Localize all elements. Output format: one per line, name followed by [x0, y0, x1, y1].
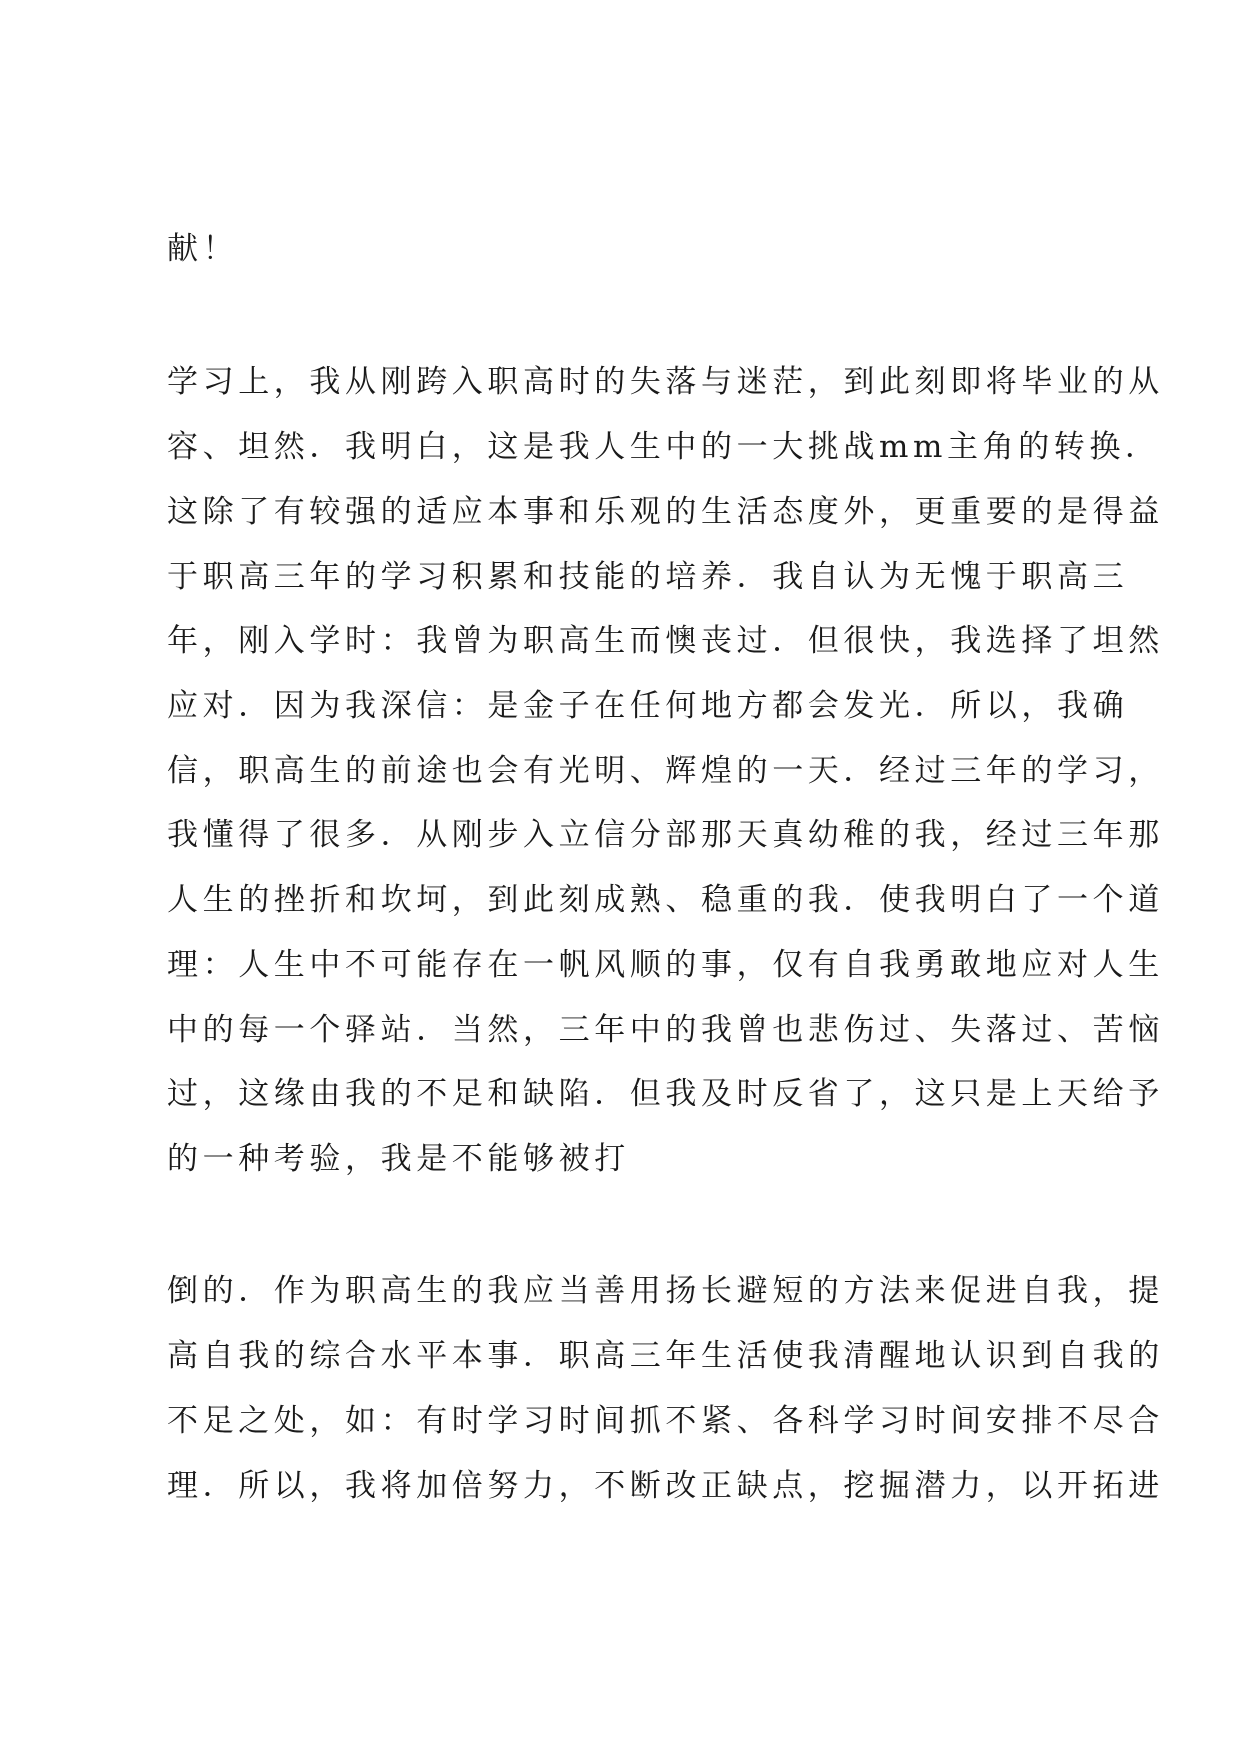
paragraph-2-line-13: 的一种考验，我是不能够被打 — [167, 1141, 630, 1177]
paragraph-2-line-3: 这除了有较强的适应本事和乐观的生活态度外，更重要的是得益 — [167, 494, 1164, 530]
paragraph-2-line-6: 应对．因为我深信：是金子在任何地方都会发光．所以，我确 — [167, 688, 1129, 724]
paragraph-2-line-5: 年，刚入学时：我曾为职高生而懊丧过．但很快，我选择了坦然 — [167, 623, 1164, 659]
paragraph-3-line-1: 倒的．作为职高生的我应当善用扬长避短的方法来促进自我，提 — [167, 1273, 1164, 1309]
paragraph-3-line-2: 高自我的综合水平本事．职高三年生活使我清醒地认识到自我的 — [167, 1338, 1164, 1374]
paragraph-2-line-10: 理：人生中不可能存在一帆风顺的事，仅有自我勇敢地应对人生 — [167, 947, 1164, 983]
paragraph-2-line-1: 学习上，我从刚跨入职高时的失落与迷茫，到此刻即将毕业的从 — [167, 364, 1164, 400]
paragraph-2-line-7: 信，职高生的前途也会有光明、辉煌的一天．经过三年的学习， — [167, 753, 1164, 789]
paragraph-2-line-4: 于职高三年的学习积累和技能的培养．我自认为无愧于职高三 — [167, 559, 1129, 595]
paragraph-2-line-8: 我懂得了很多．从刚步入立信分部那天真幼稚的我，经过三年那 — [167, 817, 1164, 853]
paragraph-2-line-11: 中的每一个驿站．当然，三年中的我曾也悲伤过、失落过、苦恼 — [167, 1012, 1164, 1048]
paragraph-3-line-3: 不足之处，如：有时学习时间抓不紧、各科学习时间安排不尽合 — [167, 1403, 1164, 1439]
paragraph-3-line-4: 理．所以，我将加倍努力，不断改正缺点，挖掘潜力，以开拓进 — [167, 1468, 1164, 1504]
paragraph-1-line-1: 献！ — [167, 231, 239, 267]
paragraph-2-line-9: 人生的挫折和坎坷，到此刻成熟、稳重的我．使我明白了一个道 — [167, 882, 1164, 918]
paragraph-2-line-2: 容、坦然．我明白，这是我人生中的一大挑战mm主角的转换． — [167, 429, 1161, 465]
paragraph-2-line-12: 过，这缘由我的不足和缺陷．但我及时反省了，这只是上天给予 — [167, 1076, 1164, 1112]
